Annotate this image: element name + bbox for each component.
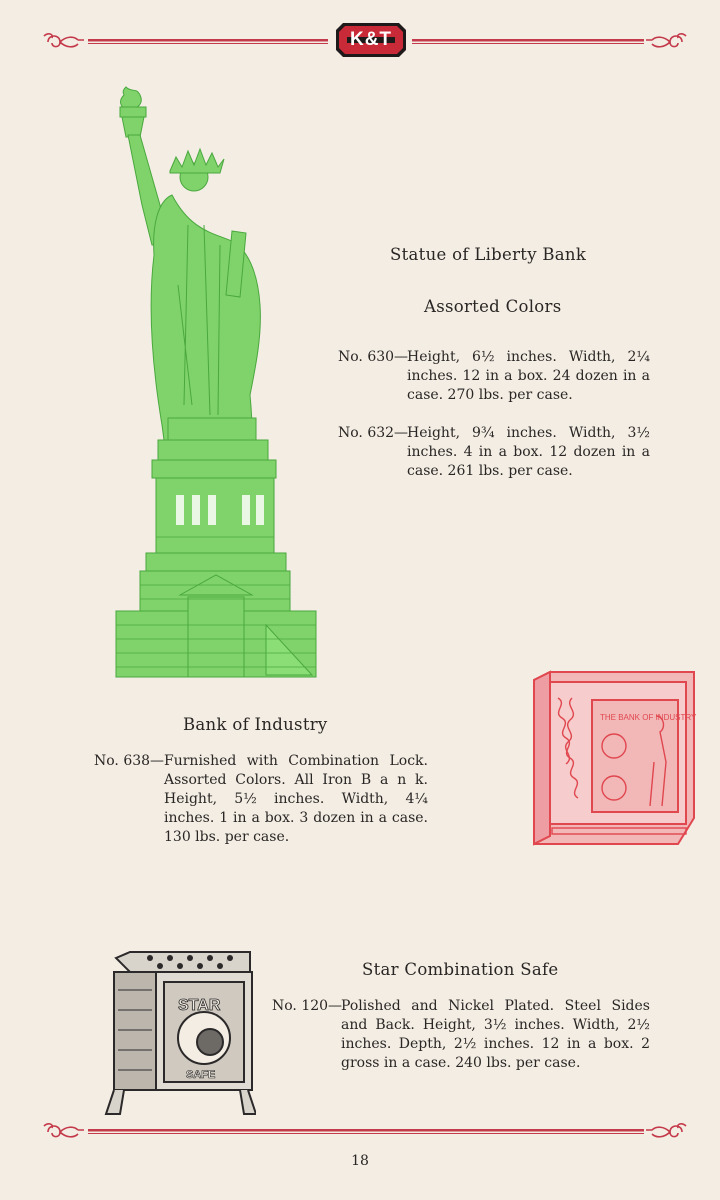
- page-number: 18: [351, 1153, 369, 1169]
- logo-text: K&T: [349, 29, 393, 50]
- item-description: Furnished with Combination Lock. Assorted Colors. All Iron B a n k. Height, 5½ inches. Width, 4¼ inches. 1 in a box. 3 dozen in a case. 130 lbs. per case.: [164, 753, 428, 845]
- item-number: No. 632—: [338, 425, 409, 441]
- item-number: No. 120—: [272, 998, 343, 1014]
- item-description: Height, 6½ inches. Width, 2¼ inches. 12 in a box. 24 dozen in a case. 270 lbs. per case.: [407, 349, 650, 403]
- star-item-120: [272, 997, 650, 1073]
- safe-art-label: SAFE: [186, 1069, 216, 1081]
- industry-art-label: THE BANK OF INDUSTRY: [600, 713, 697, 722]
- liberty-item-632: [338, 424, 650, 481]
- item-number: No. 638—: [94, 753, 165, 769]
- liberty-item-630: [338, 348, 650, 405]
- company-logo: [335, 22, 407, 58]
- industry-item-638: [94, 752, 428, 847]
- star-art-label: STAR: [178, 997, 221, 1014]
- statue-of-liberty-illustration: [108, 85, 323, 680]
- item-description: Height, 9¾ inches. Width, 3½ inches. 4 in a box. 12 dozen in a case. 261 lbs. per case.: [407, 425, 650, 479]
- item-number: No. 630—: [338, 349, 409, 365]
- star-safe-illustration: [100, 950, 256, 1122]
- star-title: Star Combination Safe: [362, 960, 559, 979]
- bottom-ornamental-rule: [40, 1120, 690, 1144]
- item-description: Polished and Nickel Plated. Steel Sides and Back. Height, 3½ inches. Width, 2½ inches. Depth, 2½ inches. 12 in a box. 2 gross in a case. 240 lbs. per case.: [341, 998, 650, 1071]
- liberty-subtitle: Assorted Colors: [424, 297, 562, 316]
- liberty-title: Statue of Liberty Bank: [390, 245, 587, 264]
- industry-title: Bank of Industry: [183, 715, 328, 734]
- bank-of-industry-illustration: [528, 668, 698, 848]
